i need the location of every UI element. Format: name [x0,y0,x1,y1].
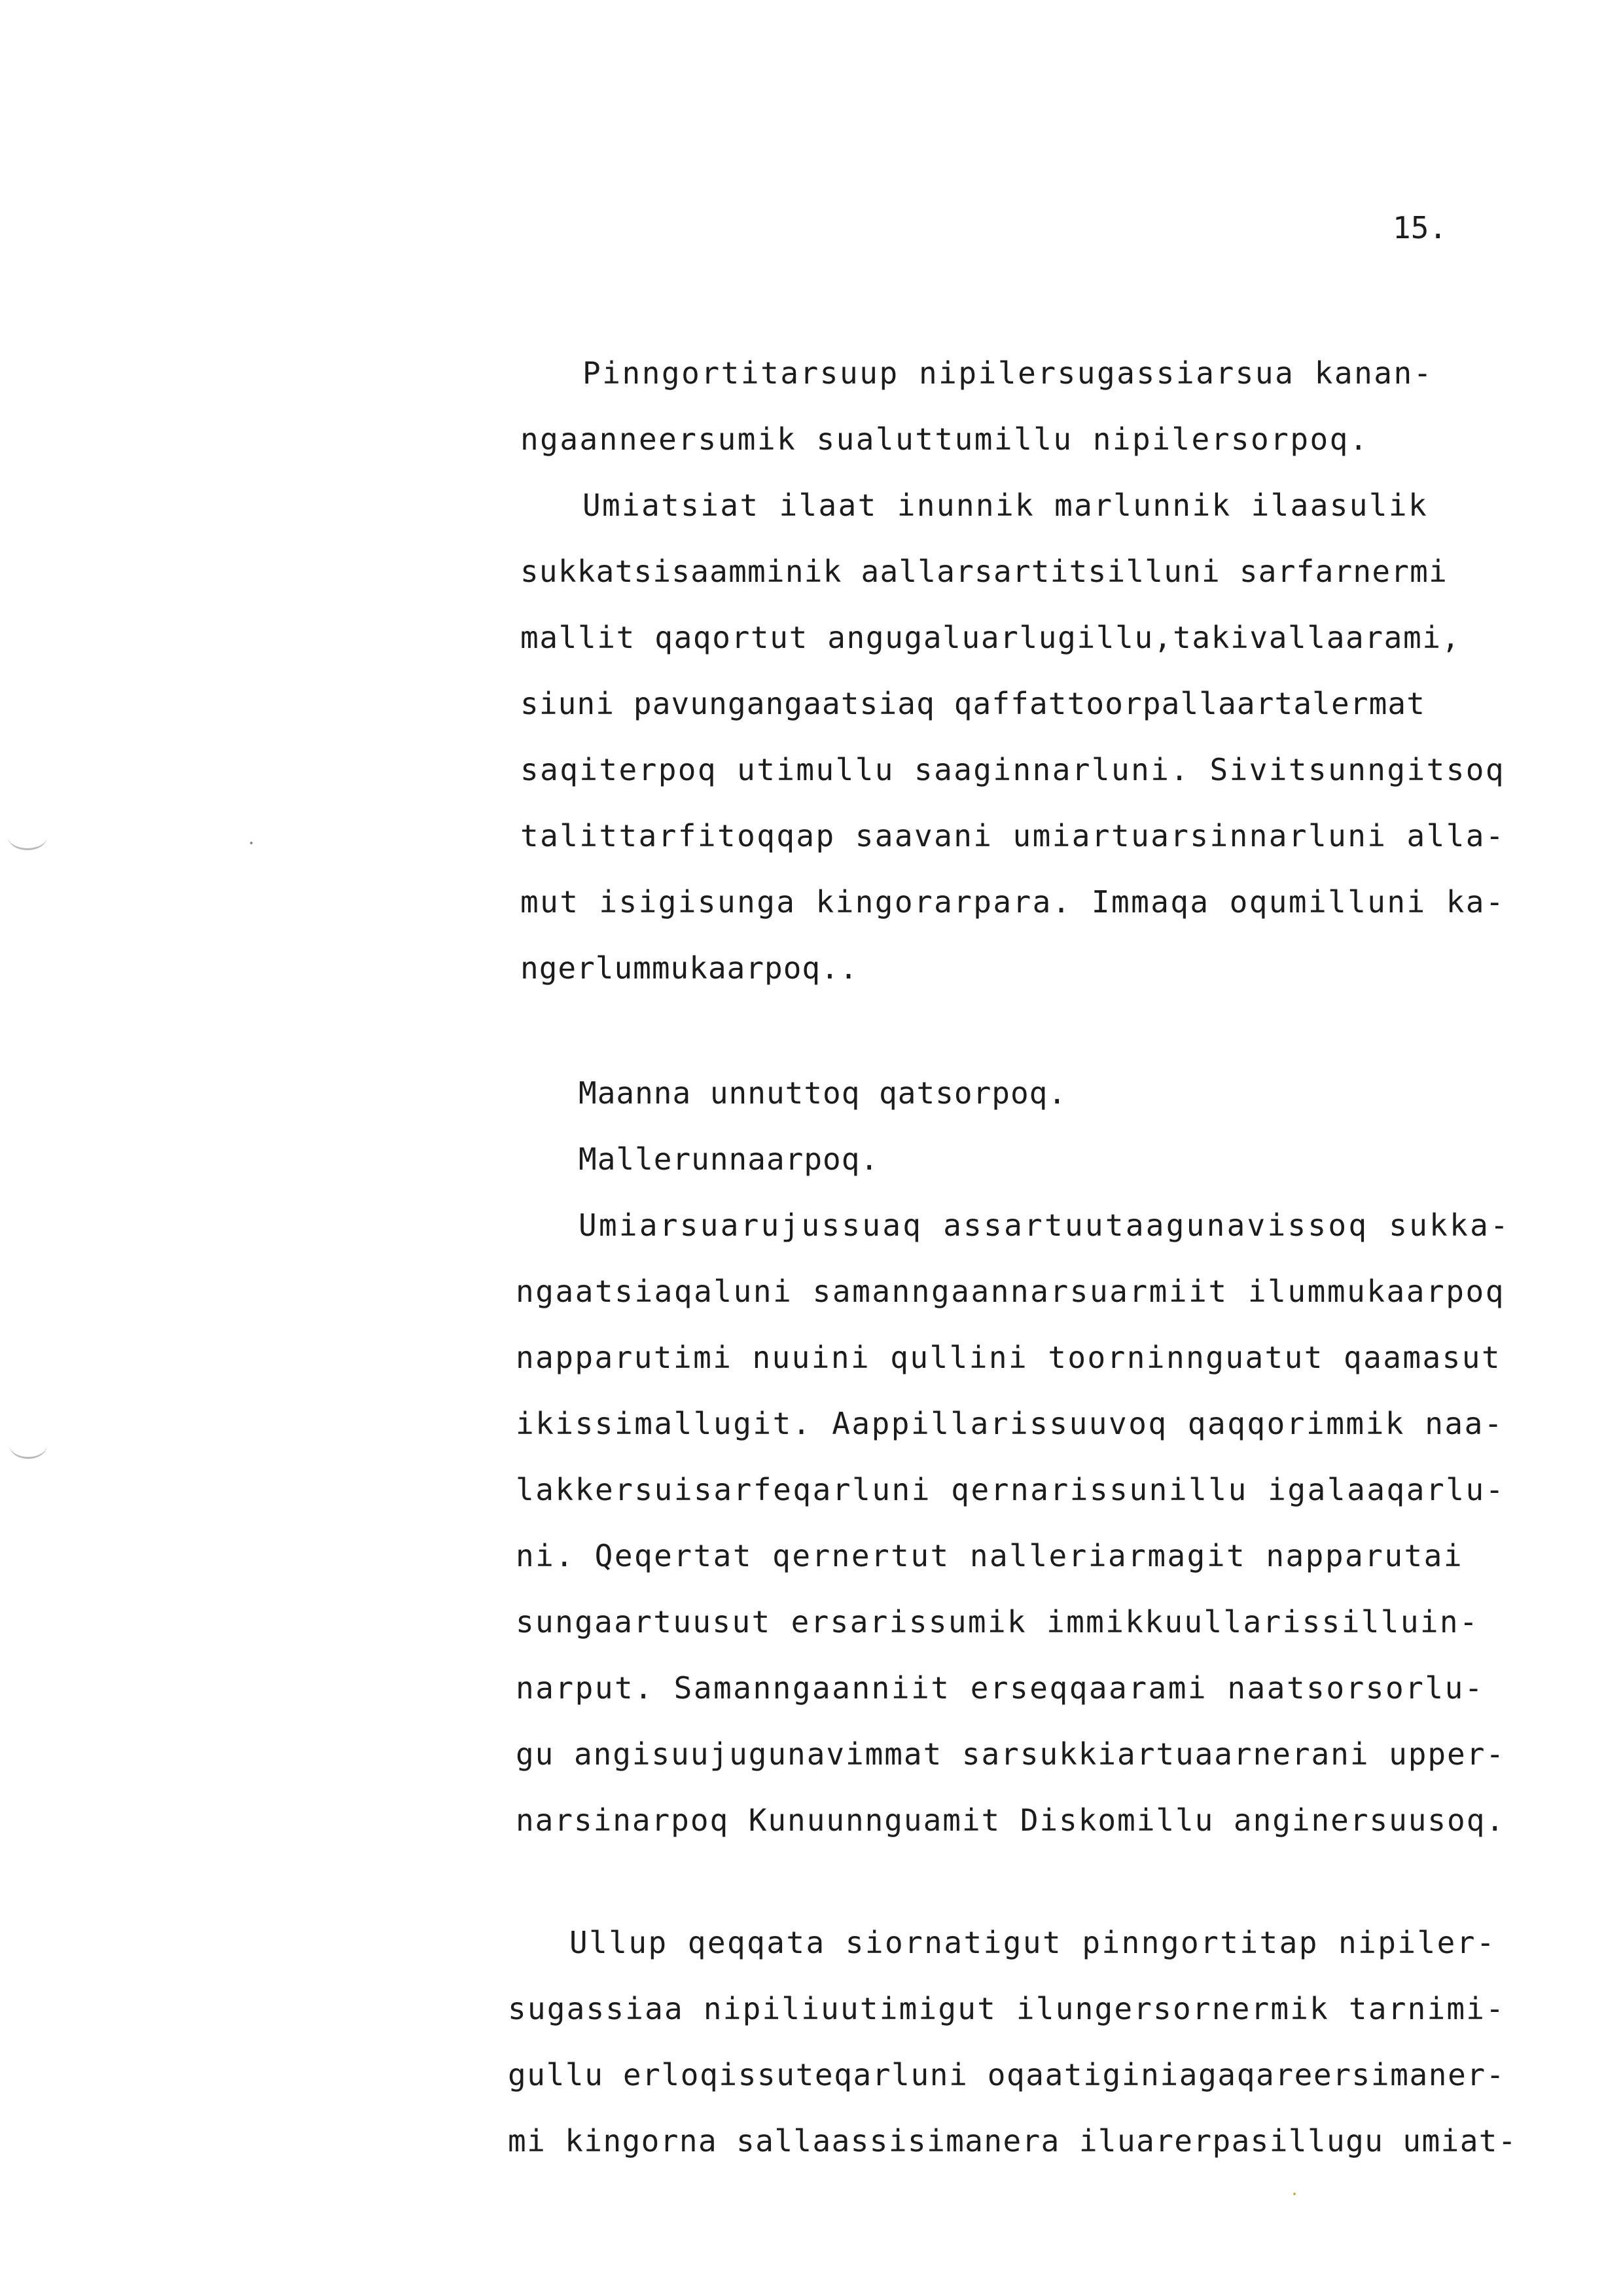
text-line: siuni pavungangaatsiaq qaffattoorpallaartalermat [520,686,1425,721]
margin-fold-mark [8,823,47,850]
text-line: mallit qaqortut angugaluarlugillu,takivallaarami, [520,620,1461,655]
text-line: ngaanneersumik sualuttumillu nipilersorpoq. [520,422,1369,457]
text-line: gu angisuujugunavimmat sarsukkiartuaarnerani upper- [516,1736,1505,1772]
text-line: lakkersuisarfeqarluni qernarissunillu igalaaqarlu- [516,1472,1505,1507]
text-line: ngaatsiaqaluni samanngaannarsuarmiit ilummukaarpoq [516,1274,1505,1309]
page-speck [250,842,253,844]
text-line: ngerlummukaarpoq.. [520,950,859,986]
page-number: 15. [1393,210,1448,245]
text-line: ikissimallugit. Aappillarissuuvoq qaqqorimmik naa- [516,1406,1504,1441]
text-line: sugassiaa nipiliuutimigut ilungersornermik tarnimi- [508,1991,1505,2026]
text-line: Maanna unnuttoq qatsorpoq. [579,1075,1067,1111]
margin-fold-mark [9,1431,47,1459]
text-line: sukkatsisaamminik aallarsartitsilluni sarfarnermi [520,554,1448,589]
text-line: mut isigisunga kingorarpara. Immaqa oqumilluni ka- [520,884,1505,920]
text-line: ni. Qeqertat qernertut nalleriarmagit napparutai [516,1538,1463,1573]
text-line: Umiatsiat ilaat inunnik marlunnik ilaasulik [582,488,1428,523]
text-line: Umiarsuarujussuaq assartuutaagunavissoq sukka- [579,1208,1510,1243]
text-line: narput. Samanngaanniit erseqqaarami naatsorsorlu- [516,1670,1484,1706]
text-line: talittarfitoqqap saavani umiartuarsinnarluni alla- [520,818,1505,853]
text-line: gullu erloqissuteqarluni oqaatiginiagaqareersimaner- [508,2057,1505,2092]
text-line: Pinngortitarsuup nipilersugassiarsua kanan- [582,355,1433,391]
text-line: mi kingorna sallaassisimanera iluarerpasillugu umiat- [508,2123,1517,2159]
text-line: Ullup qeqqata siornatigut pinngortitap nipiler- [569,1925,1496,1960]
text-line: saqiterpoq utimullu saaginnarluni. Sivitsunngitsoq [520,752,1505,787]
page-speck [1293,2193,1296,2195]
text-line: sungaartuusut ersarissumik immikkuullarissilluin- [516,1604,1479,1640]
text-line: napparutimi nuuini qullini toorninnguatut qaamasut [516,1340,1501,1375]
text-line: narsinarpoq Kunuunnguamit Diskomillu anginersuusoq. [516,1803,1505,1838]
text-line: Mallerunnaarpoq. [579,1141,880,1177]
